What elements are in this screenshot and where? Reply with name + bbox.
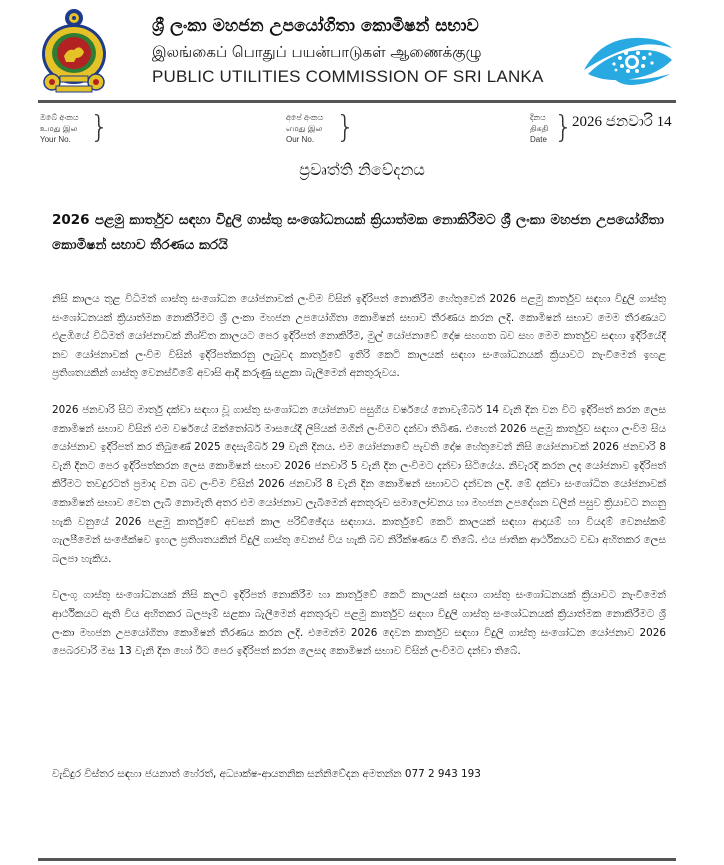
your-no-label-en: Your No.	[40, 135, 71, 144]
document-type-title: ප්‍රවෘත්ති නිවේදනය	[299, 160, 425, 179]
org-name-sinhala: ශ්‍රී ලංකා මහජන උපයෝගිතා කොමිෂන් සභාව	[152, 16, 479, 36]
footer-divider	[38, 858, 676, 861]
our-number-field	[286, 110, 356, 145]
our-no-label-ta: எமது இல	[286, 124, 323, 133]
your-no-label-si: ඔබේ අංකය	[40, 113, 79, 122]
org-name-tamil: இலங்கைப் பொதுப் பயன்பாடுகள் ஆணைக்குழு	[152, 43, 482, 61]
paragraph: 2026 ජනවාරි සිට මාර්තු දක්වා සඳහා වූ ගාස්තු සංශෝධන යෝජනාව පසුගිය වර්ෂයේ නොවැම්බර් 14 වැනි දින වන විට ඉදිරිපත් කරන ලෙස කොමිෂන් සභාව විසින් එම වර්ෂයේ ඔක්තෝබර් මාසයේදී ලිපියක් මගින් ලංවිමට දන්වා තිබිණ. එහෙත් 2026 පළමු කාර්තුව සඳහා ලංවිම සිය යෝජනාව ඉදිරිපත් කර තිබුණේ 2025 දෙසැම්බර් 29 වැනි දිනය. එම යෝජනාවේ පැවති දෝෂ හේතුවෙන් නිසි යෝජනාවක් 2026 ජනවාරි 8 වැනි දිනට පෙර ඉදිරිපත්කරන ලෙස කොමිෂන් සභාව 2026 ජනවාරි 5 වැනි දින ලංවිමට දන්වා සිටියේය. නිවැරදි කරන ලද යෝජනාව ඉදිරිපත් කිරීමට තවදුරටත් ප්‍රමාද වන බව ලංවිම විසින් 2026 ජනවාරි 8 වැනි දින කොමිෂන් සභාවට දන්වන ලදි. මේ දක්වා සංශෝධිත යෝජනාවක් කොමිෂන් සභාව වෙත ලැබී නොමැති අතර එම යෝජනාව ලැබීමෙන් අනතුරුව සමාලෝචනය හා මහජන උපදේශන වලින් පසුව ක්‍රියාවට නගනු හැකි වනුයේ 2026 පළමු කාර්තුවේ අවසන් කාල පරිච්ඡේදය සඳහාය. කාර්තුවේ කෙටි කාලයක් සඳහා ආදායම් හා වියදම් වෙනස්කම් ගැලපීමෙන් සංජේක්ෂව ඉහල ප්‍රතිශතයකින් විදුලි ගාස්තු වෙනස් විය හැකි බව නිරීක්ෂණය වී තිබේ. එය ජාතික ආර්ථිකයට වඩා අහිතකර ලෙස බලපා හැකිය.	[52, 403, 666, 565]
sri-lanka-emblem-icon	[38, 8, 110, 94]
your-number-field	[40, 110, 110, 145]
our-no-label-si: අපේ අංකය	[286, 113, 324, 122]
brace-icon: }	[336, 110, 356, 145]
date-label-si: දිනය	[530, 113, 546, 122]
contact-info: වැඩිදුර විස්තර සඳහා ජයනාත් හේරත්, අධ්‍යාක්ෂ-ආයතනික සන්නිවේදන අමතන්න 077 2 943 193	[52, 768, 481, 780]
paragraph: වලංගු ගාස්තු සංශෝධනයක් නිසි කලට ඉදිරිපත් නොකිරීම හා කාර්තුවේ කෙටි කාලයක් සඳහා ගාස්තු සංශෝධනයක් ක්‍රියාවට නැංවීමෙන් ආර්ථිකයට ඇති විය අහිතකර බලපෑම් සළකා බැලීමෙන් අනතුරුව පළමු කාර්තුව සඳහා විදුලි ගාස්තු සංශෝධනයක් ක්‍රියාත්මක නොකිරීමට ශ්‍රී ලංකා මහජන උපයෝගිතා කොමිෂන් තීරණය කරන ලදි. එමෙන්ම 2026 දෙවන කාර්තුව සඳහා විදුලි ගාස්තු සංශෝධන යෝජනාව 2026 පෙබරවාරි මස 13 වැනි දින හෝ ඊට පෙර ඉදිරිපත් කරන ලෙසද කොමිෂන් සභාව විසින් ලංවිමට දන්වා තිබේ.	[52, 589, 666, 658]
brace-icon: }	[554, 110, 574, 145]
date-field	[530, 110, 574, 145]
header-divider	[38, 100, 676, 103]
date-label-en: Date	[530, 135, 547, 144]
date-value: 2026 ජනවාරි 14	[572, 114, 672, 130]
org-name-english: PUBLIC UTILITIES COMMISSION OF SRI LANKA	[152, 67, 544, 86]
date-label-ta: திகதி	[530, 124, 549, 133]
brace-icon: }	[90, 110, 110, 145]
letterhead	[0, 0, 724, 100]
your-no-label-ta: உமது இல	[40, 124, 78, 133]
our-no-label-en: Our No.	[286, 135, 315, 144]
paragraph: නිසි කාලය තුළ විධිමත් ගාස්තු සංශෝධන යෝජනාවක් ලංවිම විසින් ඉදිරිපත් නොකිරීම හේතුවෙන් 2026 පළමු කාර්තුව සඳහා විදුලි ගාස්තු සංශෝධනයක් ක්‍රියාත්මක නොකිරීමට ශ්‍රී ලංකා මහජන උපයෝගිතා කොමිෂන් සභාව තීරණය කරන ලදි. කොමිෂන් සභාව මෙම තීරණයට එළඹියේ විධිමත් යෝජනාවක් නිශ්චිත කාලයට පෙර ඉදිරිපත් නොකිරීම, මුල් යෝජනාවේ දෝෂ සහගත බව සහ මෙම කාර්තුව සඳහා ඉදිරියේදී නව යෝජනාවක් ලංවිම විසින් ඉදිරිපත්කරනු ලැබුවද කාර්තුවේ ඉතිරි කෙටි කාලයක් සඳහා සංශෝධනයක් ක්‍රියාවට නැංවීමෙන් ඉහළ ප්‍රතිශතයකින් ගාස්තු වෙනස්වීමේ අවාසි ආදි කරුණු සළකා බැලීමෙන් අනතුරුවය.	[52, 293, 666, 380]
organization-names	[152, 12, 552, 90]
press-release-headline: 2026 පළමු කාර්තුව සඳහා විදුලි ගාස්තු සංශෝධනයක් ක්‍රියාත්මක නොකිරීමට ශ්‍රී ලංකා මහජන උපයෝගිතා කොමිෂන් සභාව තීරණය කරයි	[52, 212, 664, 253]
puc-logo-icon	[582, 30, 674, 86]
press-release-body	[52, 290, 666, 679]
